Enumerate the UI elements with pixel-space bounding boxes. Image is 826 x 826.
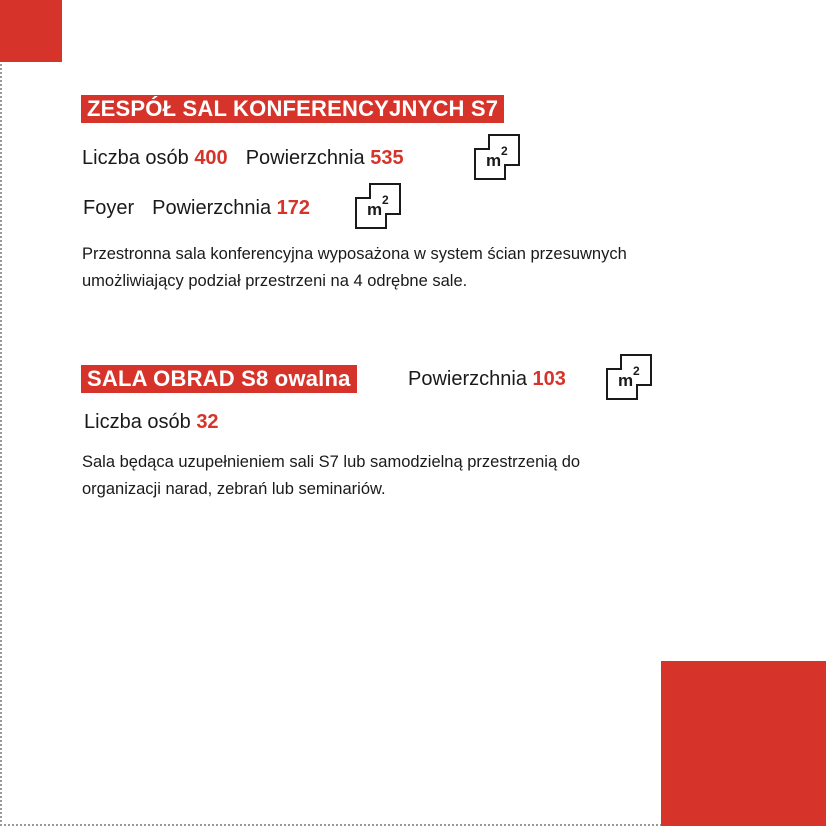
s7-stats-row — [82, 145, 404, 171]
s8-description — [82, 449, 580, 503]
s8-people-row — [84, 409, 219, 435]
s8-area-label: Powierzchnia — [408, 368, 527, 390]
s7-people-value: 400 — [194, 147, 228, 169]
svg-text:2: 2 — [633, 364, 640, 378]
svg-text:m: m — [486, 151, 502, 170]
s7-foyer-label: Foyer — [83, 197, 135, 219]
s7-foyer-area-label: Powierzchnia — [152, 197, 272, 219]
corner-accent-bottom-right — [661, 661, 826, 826]
s7-description-line: umożliwiający podział przestrzeni na 4 odrębne sale. — [82, 272, 468, 290]
s7-area-label: Powierzchnia — [245, 147, 365, 169]
corner-accent-top-left — [0, 0, 62, 62]
floor-area-m2-icon — [354, 181, 402, 229]
floor-area-m2-icon — [473, 132, 521, 180]
svg-text:m: m — [367, 200, 383, 219]
s8-description-line: organizacji narad, zebrań lub seminariów. — [82, 480, 386, 498]
s8-description-line: Sala będąca uzupełnieniem sali S7 lub samodzielną przestrzenią do — [82, 453, 581, 471]
s7-foyer-row — [83, 195, 310, 221]
s8-title: SALA OBRAD S8 owalna — [81, 365, 357, 393]
floor-area-m2-icon — [605, 352, 653, 400]
svg-text:2: 2 — [501, 144, 508, 158]
s7-description-line: Przestronna sala konferencyjna wyposażona w system ścian przesuwnych — [82, 245, 627, 263]
s8-people-value: 32 — [196, 411, 219, 433]
s8-area-value: 103 — [532, 368, 566, 390]
s8-area-row — [408, 366, 566, 392]
svg-text:2: 2 — [382, 193, 389, 207]
s8-people-label: Liczba osób — [84, 411, 191, 433]
s7-people-label: Liczba osób — [82, 147, 189, 169]
s7-area-value: 535 — [370, 147, 404, 169]
s7-title: ZESPÓŁ SAL KONFERENCYJNYCH S7 — [81, 95, 504, 123]
svg-text:m: m — [618, 371, 634, 390]
s7-foyer-area-value: 172 — [276, 197, 311, 219]
s7-description — [82, 241, 627, 295]
